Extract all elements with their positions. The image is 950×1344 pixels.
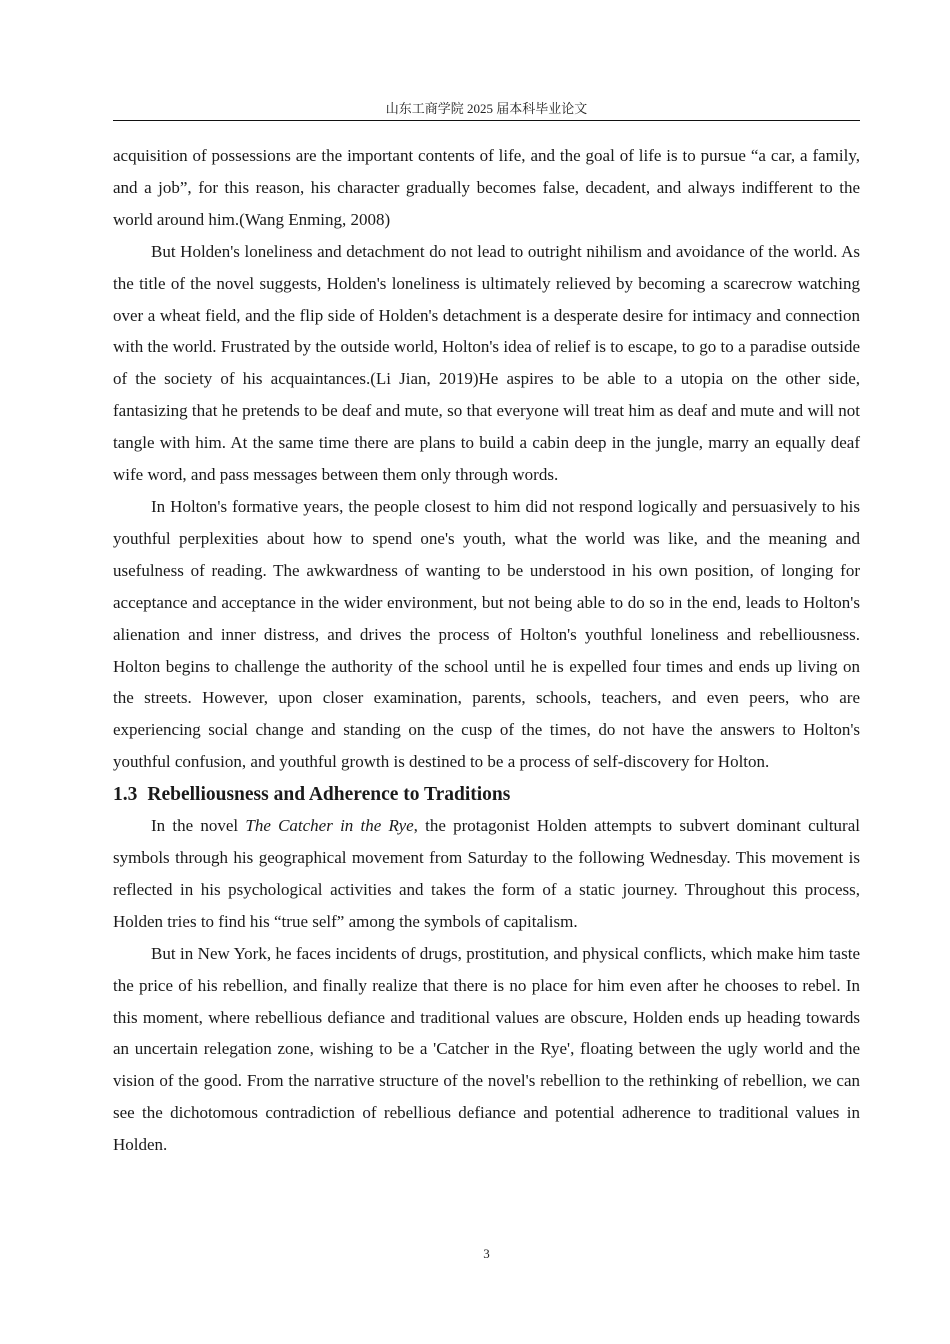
book-title: The Catcher in the Rye bbox=[245, 816, 414, 836]
page-body bbox=[113, 140, 860, 1161]
section-number: 1.3 bbox=[113, 784, 138, 806]
page-number: 3 bbox=[483, 1246, 490, 1261]
section-paragraph-2: But in New York, he faces incidents of drugs, prostitution, and physical conflicts, which make him taste the price of his rebellion, and finally realize that there is no place for him even after he chooses to rebel. In this moment, where rebellious defiance and traditional values are obscure, Holden ends up heading towards an uncertain relegation zone, wishing to be a 'Catcher in the Rye', floating between the ugly world and the vision of the good. From the narrative structure of the novel's rebellion to the rethinking of rebellion, we can see the dichotomous contradiction of rebellious defiance and potential adherence to traditional values in Holden. bbox=[113, 943, 860, 1155]
section-title: Rebelliousness and Adherence to Traditions bbox=[147, 784, 511, 806]
body-paragraph-2: But Holden's loneliness and detachment do not lead to outright nihilism and avoidance of the world. As the title of the novel suggests, Holden's loneliness is ultimately relieved by becoming a scarecrow watching over a wheat field, and the flip side of Holden's detachment is a desperate desire for intimacy and connection with the world. Frustrated by the outside world, Holton's idea of relief is to escape, to go to a paradise outside of the society of his acquaintances.(Li Jian, 2019)He aspires to be able to a utopia on the other side, fantasizing that he pretends to be deaf and mute, so that everyone will treat him as deaf and mute and will not tangle with him. At the same time there are plans to build a cabin deep in the jungle, marry an equally deaf wife word, and pass messages between them only through words. bbox=[113, 241, 860, 485]
header-rule bbox=[113, 120, 860, 121]
section-paragraph-1 bbox=[113, 810, 860, 938]
body-paragraph-3: In Holton's formative years, the people closest to him did not respond logically and persuasively to his youthful perplexities about how to spend one's youth, what the world was like, and the meaning and usefulness of reading. The awkwardness of wanting to be understood in his own position, of longing for acceptance and acceptance in the wider environment, but not being able to do so in the end, leads to Holton's alienation and inner distress, and drives the process of Holton's youthful loneliness and rebelliousness. Holton begins to challenge the authority of the school until he is expelled four times and ends up living on the streets. However, upon closer examination, parents, schools, teachers, and even peers, who are experiencing social change and standing on the cusp of the times, do not have the answers to Holton's youthful confusion, and youthful growth is destined to be a process of self-discovery for Holton. bbox=[113, 496, 860, 772]
section-paragraph-1-lead: In the novel bbox=[151, 816, 246, 836]
running-header: 山东工商学院 2025 届本科毕业论文 bbox=[385, 101, 588, 116]
section-paragraph-1-rest: , the protagonist Holden attempts to subvert dominant cultural symbols through his geographical movement from Saturday to the following Wednesday. This movement is reflected in his psychological activities and takes the form of a static journey. Throughout this process, Holden tries to find his “true self” among the symbols of capitalism. bbox=[113, 816, 860, 931]
section-heading bbox=[113, 780, 860, 810]
body-paragraph-1: acquisition of possessions are the important contents of life, and the goal of life is to pursue “a car, a family, and a job”, for this reason, his character gradually becomes false, decadent, and always indifferent to the world around him.(Wang Enming, 2008) bbox=[113, 146, 860, 229]
